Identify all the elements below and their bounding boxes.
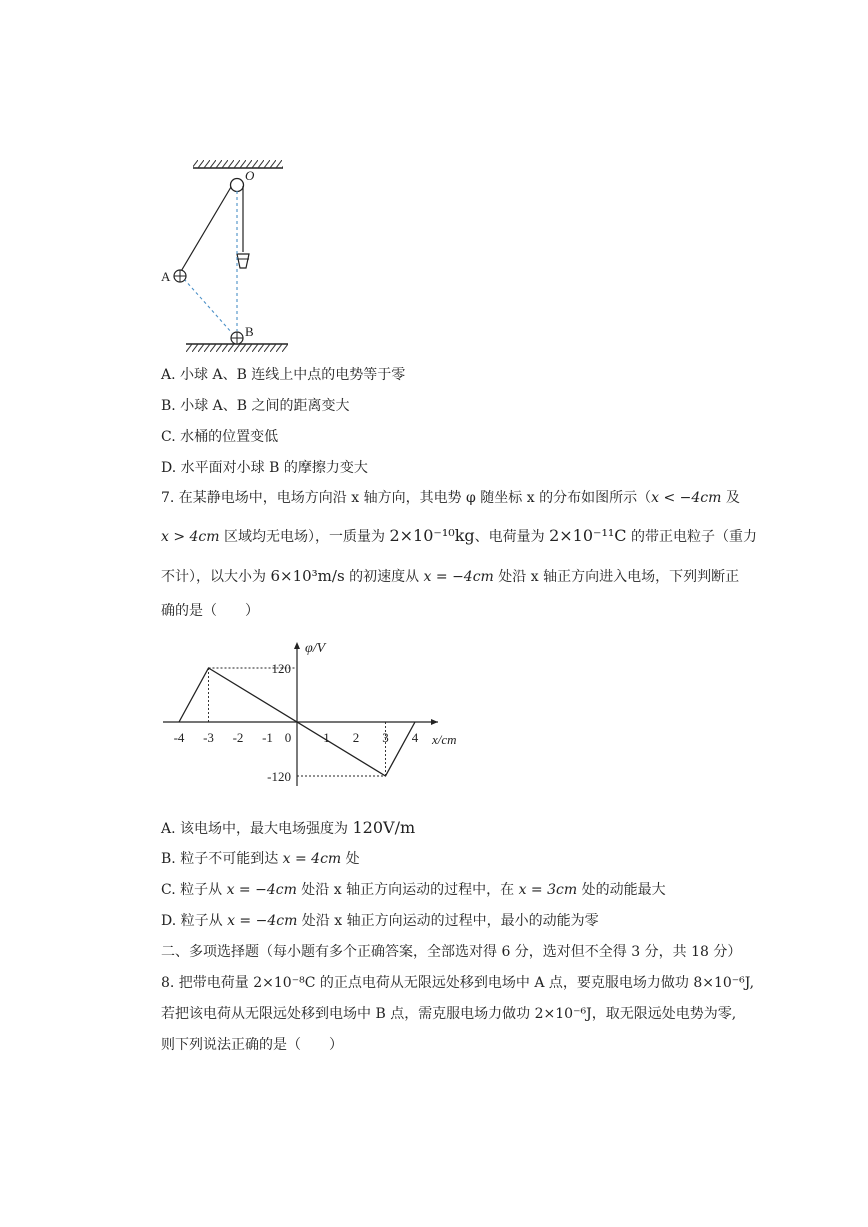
q7-option-D: D. 粒子从 x = −4cm 处沿 x 轴正方向运动的过程中，最小的动能为零 [161,913,599,929]
q7-option-A: A. 该电场中，最大电场强度为 120V/m [161,818,416,837]
label-A: A [161,269,171,284]
y-axis-label: φ/V [305,641,326,656]
q7-option-B: B. 粒子不可能到达 x = 4cm 处 [161,851,360,867]
x-axis-arrow [431,719,438,725]
water-bucket [237,254,249,268]
dashed-line-A-B [184,279,232,333]
q7-option-C: C. 粒子从 x = −4cm 处沿 x 轴正方向运动的过程中，在 x = 3cm 处的动能最大 [161,882,666,898]
x-tick-label-0: 0 [284,730,292,745]
x-tick-label-2: 2 [352,730,360,745]
x-tick-label--1: -1 [262,730,273,745]
q7-stem-line2: x > 4cm 区域均无电场），一质量为 2×10⁻¹⁰kg、电荷量为 2×10⁻¹¹C 的带正电粒子（重力 [161,526,757,545]
x-tick-label-3: 3 [382,730,389,745]
x-tick-label-1: 1 [323,730,330,745]
x-axis-label: x/cm [432,732,457,747]
y-tick-label-120: 120 [271,661,291,676]
ball-A [174,270,186,282]
q7-stem-line3: 不计），以大小为 6×10³m/s 的初速度从 x = −4cm 处沿 x 轴正方向进入电场，下列判断正 [161,567,740,585]
q8-stem-line2: 若把该电荷从无限远处移到电场中 B 点，需克服电场力做功 2×10⁻⁶J，取无限远处电势为零, [161,1006,737,1022]
q8-stem-line1: 8. 把带电荷量 2×10⁻⁸C 的正点电荷从无限远处移到电场中 A 点，要克服电场力做功 8×10⁻⁶J, [161,975,755,991]
ceiling [193,160,283,168]
section2-heading: 二、多项选择题（每小题有多个正确答案，全部选对得 6 分，选对但不全得 3 分，共 18 分） [161,944,742,960]
q6-option-B: B. 小球 A、B 之间的距离变大 [161,398,350,414]
x-tick-label-4: 4 [411,730,419,745]
ball-B [231,332,243,344]
y-axis-arrow [294,642,300,649]
q6-option-D: D. 水平面对小球 B 的摩擦力变大 [161,460,368,476]
x-tick-label--4: -4 [173,730,185,745]
q6-option-A: A. 小球 A、B 连线上中点的电势等于零 [161,367,406,383]
x-tick-label--3: -3 [203,730,214,745]
potential-chart [0,636,868,796]
figure-pulley-diagram [0,0,868,360]
q7-stem-line1: 7. 在某静电场中，电场方向沿 x 轴方向，其电势 φ 随坐标 x 的分布如图所示（x < −4cm 及 [161,490,740,506]
label-O: O [245,168,255,183]
rope-to-A [180,187,231,273]
label-B: B [245,324,254,339]
q7-stem-line4: 确的是（ ） [161,603,259,619]
ground [186,344,288,352]
x-tick-label--2: -2 [232,730,244,745]
y-tick-label--120: -120 [267,769,291,784]
q6-option-C: C. 水桶的位置变低 [161,429,279,445]
pulley [231,179,244,192]
q8-stem-line3: 则下列说法正确的是（ ） [161,1037,343,1053]
